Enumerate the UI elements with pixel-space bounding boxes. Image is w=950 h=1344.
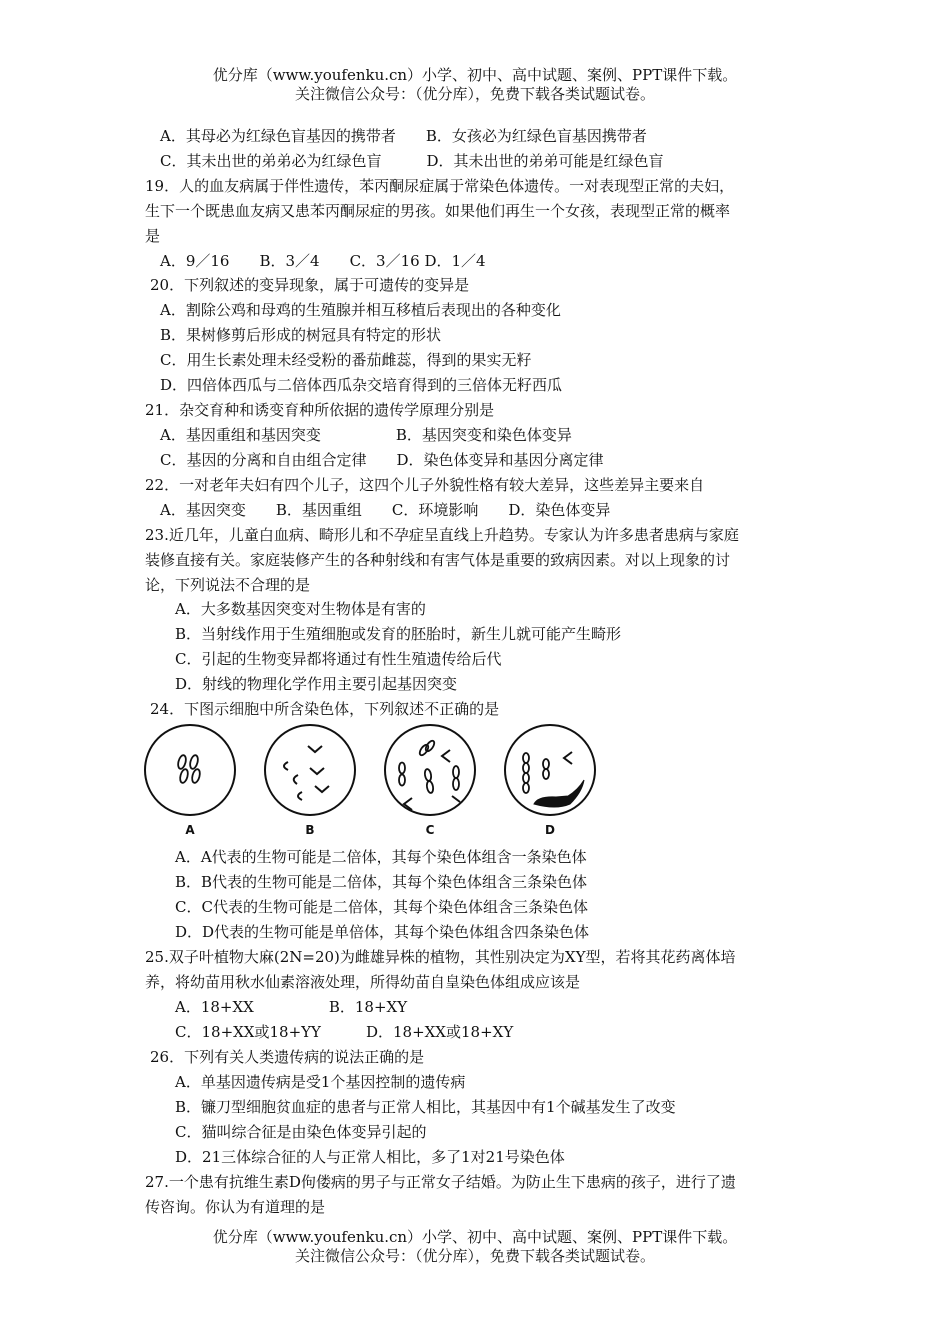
- q25-stem-2: 养，将幼苗用秋水仙素溶液处理，所得幼苗自皇染色体组成应该是: [145, 973, 581, 991]
- q18-options-cd: C．其未出世的弟弟必为红绿色盲 D．其未出世的弟弟可能是红绿色盲: [160, 152, 664, 170]
- cell-a: [140, 720, 240, 820]
- q21-stem: 21．杂交育种和诱变育种所依据的遗传学原理分别是: [145, 401, 495, 419]
- q22-stem: 22．一对老年夫妇有四个儿子，这四个儿子外貌性格有较大差异，这些差异主要来自: [145, 476, 705, 494]
- cell-d-drawing: [500, 720, 600, 820]
- chromosome-figure: [140, 720, 640, 845]
- cell-c-drawing: [380, 720, 480, 820]
- q23-option-b: B．当射线作用于生殖细胞或发育的胚胎时，新生儿就可能产生畸形: [175, 625, 622, 643]
- q19-options: A．9／16 B．3／4 C．3／16 D．1／4: [160, 252, 486, 270]
- q25-options-ab: A．18+XX B．18+XY: [175, 998, 408, 1016]
- q25-stem-1: 25.双子叶植物大麻(2N=20)为雌雄异株的植物，其性别决定为XY型，若将其花药离体培: [145, 948, 736, 966]
- q19-stem-1: 19．人的血友病属于伴性遗传，苯丙酮尿症属于常染色体遗传。一对表现型正常的夫妇，: [145, 177, 735, 195]
- q24-option-c: C．C代表的生物可能是二倍体，其每个染色体组含三条染色体: [175, 898, 588, 916]
- q23-stem-1: 23.近几年，儿童白血病、畸形儿和不孕症呈直线上升趋势。专家认为许多患者患病与家庭: [145, 526, 739, 544]
- q20-option-a: A．割除公鸡和母鸡的生殖腺并相互移植后表现出的各种变化: [160, 301, 561, 319]
- q23-stem-3: 论，下列说法不合理的是: [145, 576, 311, 594]
- q25-options-cd: C．18+XX或18+YY D．18+XX或18+XY: [175, 1023, 514, 1041]
- q27-stem-2: 传咨询。你认为有道理的是: [145, 1198, 326, 1216]
- q21-options-cd: C．基因的分离和自由组合定律 D．染色体变异和基因分离定律: [160, 451, 604, 469]
- cell-c: [380, 720, 480, 820]
- cell-a-label: A: [185, 823, 195, 837]
- q24-option-d: D．D代表的生物可能是单倍体，其每个染色体组含四条染色体: [175, 923, 590, 941]
- q19-stem-3: 是: [145, 227, 161, 245]
- cell-b: [260, 720, 360, 820]
- q27-stem-1: 27.一个患有抗维生素D佝偻病的男子与正常女子结婚。为防止生下患病的孩子，进行了遗: [145, 1173, 736, 1191]
- cell-c-label: C: [425, 823, 435, 837]
- q26-option-b: B．镰刀型细胞贫血症的患者与正常人相比，其基因中有1个碱基发生了改变: [175, 1098, 676, 1116]
- q20-option-b: B．果树修剪后形成的树冠具有特定的形状: [160, 326, 442, 344]
- cell-d: [500, 720, 600, 820]
- footer-line-1: 优分库（www.youfenku.cn）小学、初中、高中试题、案例、PPT课件下载。: [212, 1228, 738, 1246]
- q24-stem: 24．下图示细胞中所含染色体，下列叙述不正确的是: [150, 700, 500, 718]
- q18-options-ab: A．其母必为红绿色盲基因的携带者 B．女孩必为红绿色盲基因携带者: [160, 127, 647, 145]
- q26-stem: 26．下列有关人类遗传病的说法正确的是: [150, 1048, 425, 1066]
- q23-stem-2: 装修直接有关。家庭装修产生的各种射线和有害气体是重要的致病因素。对以上现象的讨: [145, 551, 731, 569]
- q20-option-d: D．四倍体西瓜与二倍体西瓜杂交培育得到的三倍体无籽西瓜: [160, 376, 563, 394]
- q26-option-c: C．猫叫综合征是由染色体变异引起的: [175, 1123, 427, 1141]
- q19-stem-2: 生下一个既患血友病又患苯丙酮尿症的男孩。如果他们再生一个女孩，表现型正常的概率: [145, 202, 731, 220]
- header-line-2: 关注微信公众号：（优分库），免费下载各类试题试卷。: [294, 85, 655, 103]
- footer-line-2: 关注微信公众号：（优分库），免费下载各类试题试卷。: [294, 1247, 655, 1265]
- page-header: [0, 66, 950, 104]
- q24-option-a: A．A代表的生物可能是二倍体，其每个染色体组含一条染色体: [175, 848, 587, 866]
- q23-option-d: D．射线的物理化学作用主要引起基因突变: [175, 675, 458, 693]
- page-footer: [0, 1228, 950, 1266]
- q26-option-d: D．21三体综合征的人与正常人相比，多了1对21号染色体: [175, 1148, 565, 1166]
- q26-option-a: A．单基因遗传病是受1个基因控制的遗传病: [175, 1073, 466, 1091]
- cell-a-drawing: [140, 720, 240, 820]
- q22-options: A．基因突变 B．基因重组 C．环境影响 D．染色体变异: [160, 501, 611, 519]
- q20-stem: 20．下列叙述的变异现象，属于可遗传的变异是: [150, 276, 470, 294]
- q23-option-a: A．大多数基因突变对生物体是有害的: [175, 600, 426, 618]
- q20-option-c: C．用生长素处理未经受粉的番茄雌蕊，得到的果实无籽: [160, 351, 532, 369]
- q21-options-ab: A．基因重组和基因突变 B．基因突变和染色体变异: [160, 426, 572, 444]
- q24-option-b: B．B代表的生物可能是二倍体，其每个染色体组含三条染色体: [175, 873, 588, 891]
- cell-b-label: B: [305, 823, 315, 837]
- q23-option-c: C．引起的生物变异都将通过有性生殖遗传给后代: [175, 650, 502, 668]
- cell-d-label: D: [545, 823, 555, 837]
- header-line-1: 优分库（www.youfenku.cn）小学、初中、高中试题、案例、PPT课件下载。: [212, 66, 738, 84]
- cell-b-drawing: [260, 720, 360, 820]
